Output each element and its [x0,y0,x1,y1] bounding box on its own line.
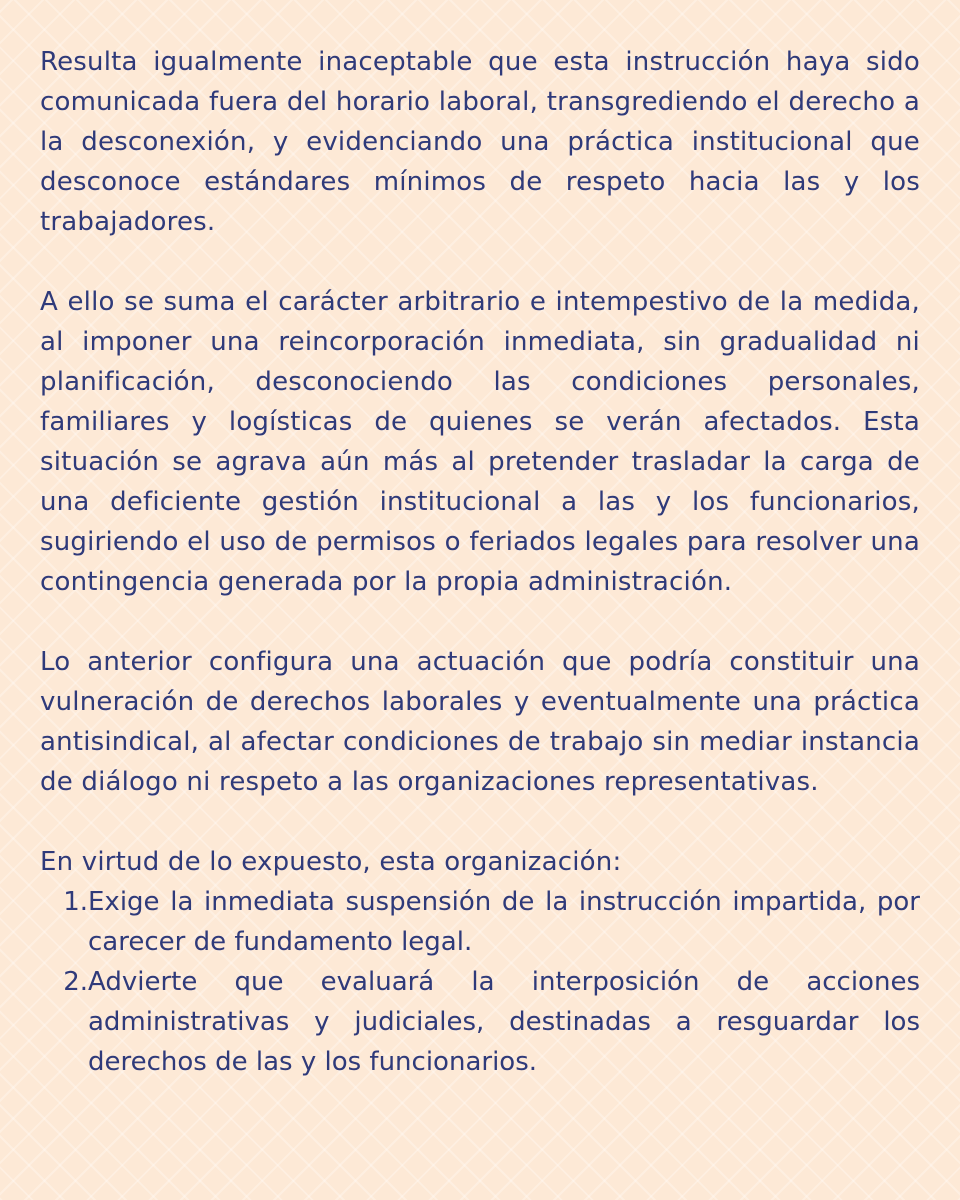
document-body [40,42,920,1082]
paragraph-desconexion: Resulta igualmente inaceptable que esta instrucción haya sido comunicada fuera del horario laboral, transgrediendo el derecho a la desconexión, y evidenciando una práctica institucional que desconoce estándares mínimos de respeto hacia las y los trabajadores. [40,47,920,237]
demand-text: Exige la inmediata suspensión de la instrucción impartida, por carecer de fundamento legal. [88,887,920,957]
demand-number: 1. [63,887,88,917]
demand-item [40,882,920,962]
demands-list [40,882,920,1082]
demand-number: 2. [63,967,88,997]
demand-text: Advierte que evaluará la interposición de acciones administrativas y judiciales, destinadas a resguardar los derechos de las y los funcionarios. [88,967,920,1077]
demand-item [40,962,920,1082]
paragraph-arbitrariedad: A ello se suma el carácter arbitrario e intempestivo de la medida, al imponer una reincorporación inmediata, sin gradualidad ni planificación, desconociendo las condiciones personales, familiares y logísticas de quienes se verán afectados. Esta situación se agrava aún más al pretender trasladar la carga de una deficiente gestión institucional a las y los funcionarios, sugiriendo el uso de permisos o feriados legales para resolver una contingencia generada por la propia administración. [40,287,920,597]
paragraph-vulneracion: Lo anterior configura una actuación que podría constituir una vulneración de derechos laborales y eventualmente una práctica antisindical, al afectar condiciones de trabajo sin mediar instancia de diálogo ni respeto a las organizaciones representativas. [40,647,920,797]
demands-intro: En virtud de lo expuesto, esta organización: [40,847,622,877]
